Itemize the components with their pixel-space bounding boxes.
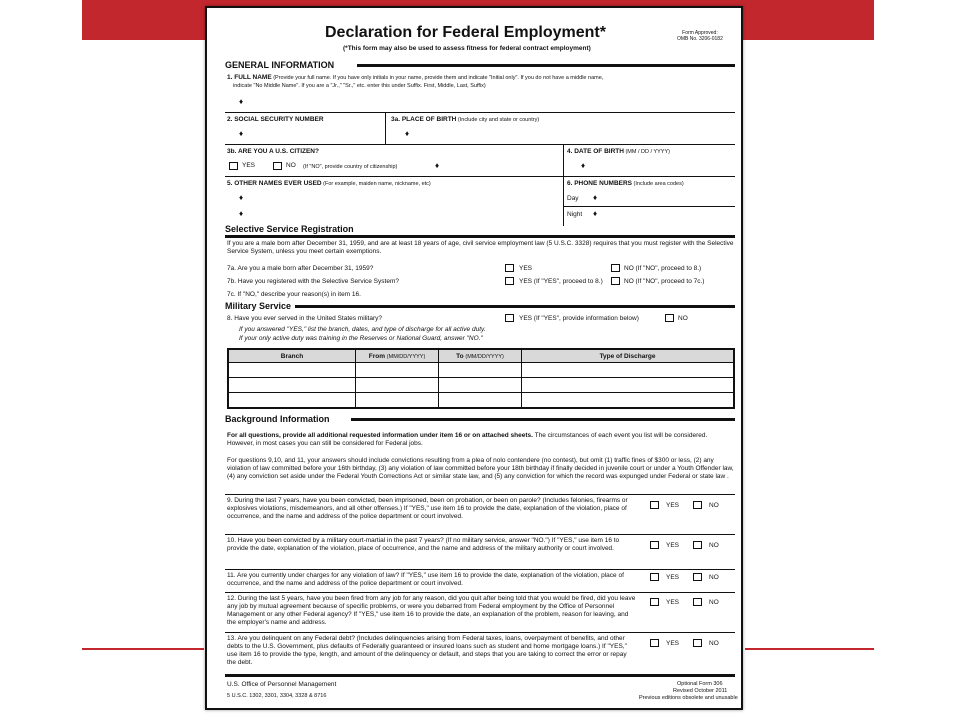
q5-line [227, 180, 431, 188]
section-rule [351, 418, 735, 421]
divider [225, 569, 735, 570]
q10-yes-label: YES [666, 542, 680, 549]
approved-line: Form Approved: [682, 30, 718, 36]
q12-yes-label: YES [666, 599, 680, 606]
table-cell[interactable] [356, 363, 439, 378]
q12-yes-checkbox[interactable] [650, 598, 659, 606]
divider [385, 112, 386, 144]
q3b-label: 3b. ARE YOU A U.S. CITIZEN? [227, 148, 319, 155]
q7b-yes-label: YES (If "YES", proceed to 8.) [519, 278, 603, 285]
footer-usc: 5 U.S.C. 1302, 3301, 3304, 3328 & 8716 [227, 693, 327, 699]
q7b-no-checkbox[interactable] [611, 277, 620, 285]
table-cell[interactable] [228, 363, 356, 378]
q9-yes-label: YES [666, 502, 680, 509]
table-cell[interactable] [439, 393, 522, 409]
q9-yes-checkbox[interactable] [650, 501, 659, 509]
general-info-heading: GENERAL INFORMATION [225, 60, 335, 70]
col-from-label: From [368, 352, 385, 360]
q10-no-checkbox[interactable] [693, 541, 702, 549]
q7a-yes-label: YES [519, 265, 533, 272]
divider [225, 112, 735, 113]
table-cell[interactable] [228, 378, 356, 393]
q8-no-checkbox[interactable] [665, 314, 674, 322]
citizenship-country-field[interactable]: ♦ [435, 161, 440, 170]
footer-form-number: Optional Form 306 [677, 681, 723, 687]
q1-label: 1. FULL NAME [227, 74, 272, 81]
table-header-row [228, 349, 734, 363]
citizen-yes-label: YES [242, 162, 256, 169]
military-note-2: If your only active duty was training in the Reserves or National Guard, answer "NO." [239, 335, 483, 342]
table-cell[interactable] [228, 393, 356, 409]
section-rule [357, 64, 735, 67]
footer-agency: U.S. Office of Personnel Management [227, 681, 337, 688]
day-phone-field[interactable]: ♦ [593, 193, 598, 202]
q4-line [567, 148, 670, 156]
selective-intro: If you are a male born after December 31, 1959, and are at least 18 years of age, civil service employment law (5 U.S.C. 3328) requires that you must register with the Selective Service System, unless you meet certain exemptions. [227, 240, 734, 255]
col-branch: Branch [228, 349, 356, 363]
col-discharge: Type of Discharge [522, 349, 735, 363]
citizen-yes-checkbox[interactable] [229, 162, 238, 170]
q1-line [227, 74, 603, 82]
accent-line-right [745, 648, 874, 650]
form-title: Declaration for Federal Employment* [325, 24, 606, 41]
background-heading: Background Information [225, 414, 330, 424]
night-phone-field[interactable]: ♦ [593, 209, 598, 218]
military-service-table [227, 348, 735, 409]
q5-note: (For example, maiden name, nickname, etc) [321, 181, 431, 187]
q11-yes-checkbox[interactable] [650, 573, 659, 581]
q6-label: 6. PHONE NUMBERS [567, 180, 633, 187]
section-rule [295, 305, 735, 308]
q1-instructions-2: indicate "No Middle Name". If you are a "Jr.," "Sr.," etc. enter this under Suffix. First, Middle, Last, Suffix) [233, 83, 486, 89]
q9-text: 9. During the last 7 years, have you been convicted, been imprisoned, been on probation, or been on parole? (Includes felonies, firearms or explosives violations, misdemeanors, and all other offenses.) If "YES," use item 16 to provide the date, explanation of the violation, place of occurrence, and the name and address of the police department or court involved. [227, 497, 628, 520]
night-label: Night [567, 211, 583, 218]
divider [563, 144, 564, 226]
citizen-no-checkbox[interactable] [273, 162, 282, 170]
q7a-no-label: NO (If "NO", proceed to 8.) [624, 265, 702, 272]
selective-service-heading: Selective Service Registration [225, 224, 354, 234]
table-row [228, 363, 734, 378]
footer-rule [225, 674, 735, 677]
q11-no-checkbox[interactable] [693, 573, 702, 581]
col-to [439, 349, 522, 363]
background-intro-bold: For all questions, provide all additional requested information under item 16 or on attached sheets. [227, 432, 533, 439]
divider [225, 176, 735, 177]
q4-note: (MM / DD / YYYY) [623, 149, 670, 155]
citizen-no-label: NO [286, 162, 296, 169]
q11-no-label: NO [709, 574, 719, 581]
divider [563, 206, 735, 207]
q8-yes-checkbox[interactable] [505, 314, 514, 322]
divider [225, 534, 735, 535]
table-cell[interactable] [356, 393, 439, 409]
q1-instructions: (Provide your full name. If you have only initials in your name, provide them and indicate "Initial only". If you do not have a middle name, [271, 75, 604, 81]
divider [225, 494, 735, 495]
background-intro-rest: The circumstances of each event you list will be considered. However, in most cases you can still be considered for Federal jobs. [227, 432, 708, 447]
q8-text: 8. Have you ever served in the United States military? [227, 315, 382, 322]
q3a-line [391, 116, 539, 124]
table-cell[interactable] [522, 393, 735, 409]
other-name-field-2[interactable]: ♦ [239, 209, 244, 218]
ssn-field[interactable]: ♦ [239, 129, 244, 138]
accent-line-left [82, 648, 204, 650]
full-name-field[interactable]: ♦ [239, 97, 244, 106]
background-instructions: For questions 9,10, and 11, your answers should include convictions resulting from a plea of nolo contendere (no contest), but omit (1) traffic fines of $300 or less, (2) any violation of law committed before your 16th birthday, (3) any violation of law committed before your 18th birthday if finally decided in juvenile court or under a Youth Offender law, (4) any conviction set aside under the Federal Youth Corrections Act or similar state law, and (5) any conviction for which the record was expunged under Federal or state law . [227, 457, 734, 480]
background-intro [227, 432, 735, 448]
q6-note: (Include area codes) [632, 181, 684, 187]
q10-text: 10. Have you been convicted by a military court-martial in the past 7 years? (If no military service, answer "NO.") If "YES," use item 16 to provide the date, explanation of the violation, place of occurrence, and the name and address of the military authority or court involved. [227, 537, 620, 552]
col-to-format: (MM/DD/YYYY) [465, 353, 504, 360]
q10-yes-checkbox[interactable] [650, 541, 659, 549]
q10-no-label: NO [709, 542, 719, 549]
military-heading: Military Service [225, 301, 292, 311]
col-to-label: To [456, 352, 464, 360]
q11-yes-label: YES [666, 574, 680, 581]
q13-yes-checkbox[interactable] [650, 639, 659, 647]
q7c-text: 7c. If "NO," describe your reason(s) in item 16. [227, 291, 361, 298]
q13-yes-label: YES [666, 640, 680, 647]
dob-field[interactable]: ♦ [581, 161, 586, 170]
q13-no-label: NO [709, 640, 719, 647]
q13-text: 13. Are you delinquent on any Federal debt? (Includes delinquencies arising from Federal taxes, loans, overpayment of benefits, and other debts to the U.S. Government, plus defaults of Federally guaranteed or insured loans such as student and home mortgage loans.) If "YES," use item 16 to provide the type, length, and amount of the delinquency or default, and steps that you are taking to correct the error or repay the debt. [227, 635, 627, 666]
table-cell[interactable] [522, 363, 735, 378]
q6-line [567, 180, 684, 188]
q12-no-checkbox[interactable] [693, 598, 702, 606]
table-cell[interactable] [439, 363, 522, 378]
q7a-text: 7a. Are you a male born after December 31, 1959? [227, 265, 374, 272]
table-row [228, 393, 734, 409]
military-note-1: If you answered "YES," list the branch, dates, and type of discharge for all active duty. [239, 326, 486, 333]
citizenship-note: (If "NO", provide country of citizenship) [303, 164, 398, 170]
form-document [205, 6, 743, 710]
q9-no-checkbox[interactable] [693, 501, 702, 509]
other-name-field-1[interactable]: ♦ [239, 193, 244, 202]
q8-yes-label: YES (If "YES", provide information below) [519, 315, 639, 322]
section-rule [225, 235, 735, 238]
footer-revised: Revised October 2011 [673, 688, 728, 694]
q12-no-label: NO [709, 599, 719, 606]
table-cell[interactable] [439, 378, 522, 393]
q3a-label: 3a. PLACE OF BIRTH [391, 116, 457, 123]
birthplace-field[interactable]: ♦ [405, 129, 410, 138]
q5-label: 5. OTHER NAMES EVER USED [227, 180, 322, 187]
q7a-no-checkbox[interactable] [611, 264, 620, 272]
q7b-text: 7b. Have you registered with the Selective Service System? [227, 278, 399, 285]
form-subtitle: (*This form may also be used to assess fitness for federal contract employment) [343, 45, 591, 52]
table-row [228, 378, 734, 393]
q3a-note: (Include city and state or country) [456, 117, 540, 123]
q4-label: 4. DATE OF BIRTH [567, 148, 624, 155]
q7a-yes-checkbox[interactable] [505, 264, 514, 272]
divider [225, 632, 735, 633]
table-cell[interactable] [356, 378, 439, 393]
q2-label: 2. SOCIAL SECURITY NUMBER [227, 116, 324, 123]
omb-approval [677, 30, 723, 42]
col-from [356, 349, 439, 363]
q7b-no-label: NO (If "NO", proceed to 7c.) [624, 278, 705, 285]
q13-no-checkbox[interactable] [693, 639, 702, 647]
q11-text: 11. Are you currently under charges for any violation of law? If "YES," use item 16 to provide the date, explanation of the violation, place of occurrence, and the name and address of the police department or court involved. [227, 572, 624, 587]
q9-no-label: NO [709, 502, 719, 509]
day-label: Day [567, 195, 579, 202]
col-from-format: (MM/DD/YYYY) [386, 353, 426, 360]
footer-previous-editions: Previous editions obsolete and unusable [639, 695, 738, 701]
q12-text: 12. During the last 5 years, have you been fired from any job for any reason, did you quit after being told that you would be fired, did you leave any job by mutual agreement because of specific problems, or were you debarred from Federal employment by the Office of Personnel Management or any other Federal agency? If "YES," use item 16 to provide the date, an explanation of the problem, reason for leaving, and the employer's name and address. [227, 595, 636, 626]
q7b-yes-checkbox[interactable] [505, 277, 514, 285]
divider [225, 144, 735, 145]
divider [225, 592, 735, 593]
q8-no-label: NO [678, 315, 688, 322]
omb-number: OMB No. 3206-0182 [677, 36, 723, 42]
table-cell[interactable] [522, 378, 735, 393]
